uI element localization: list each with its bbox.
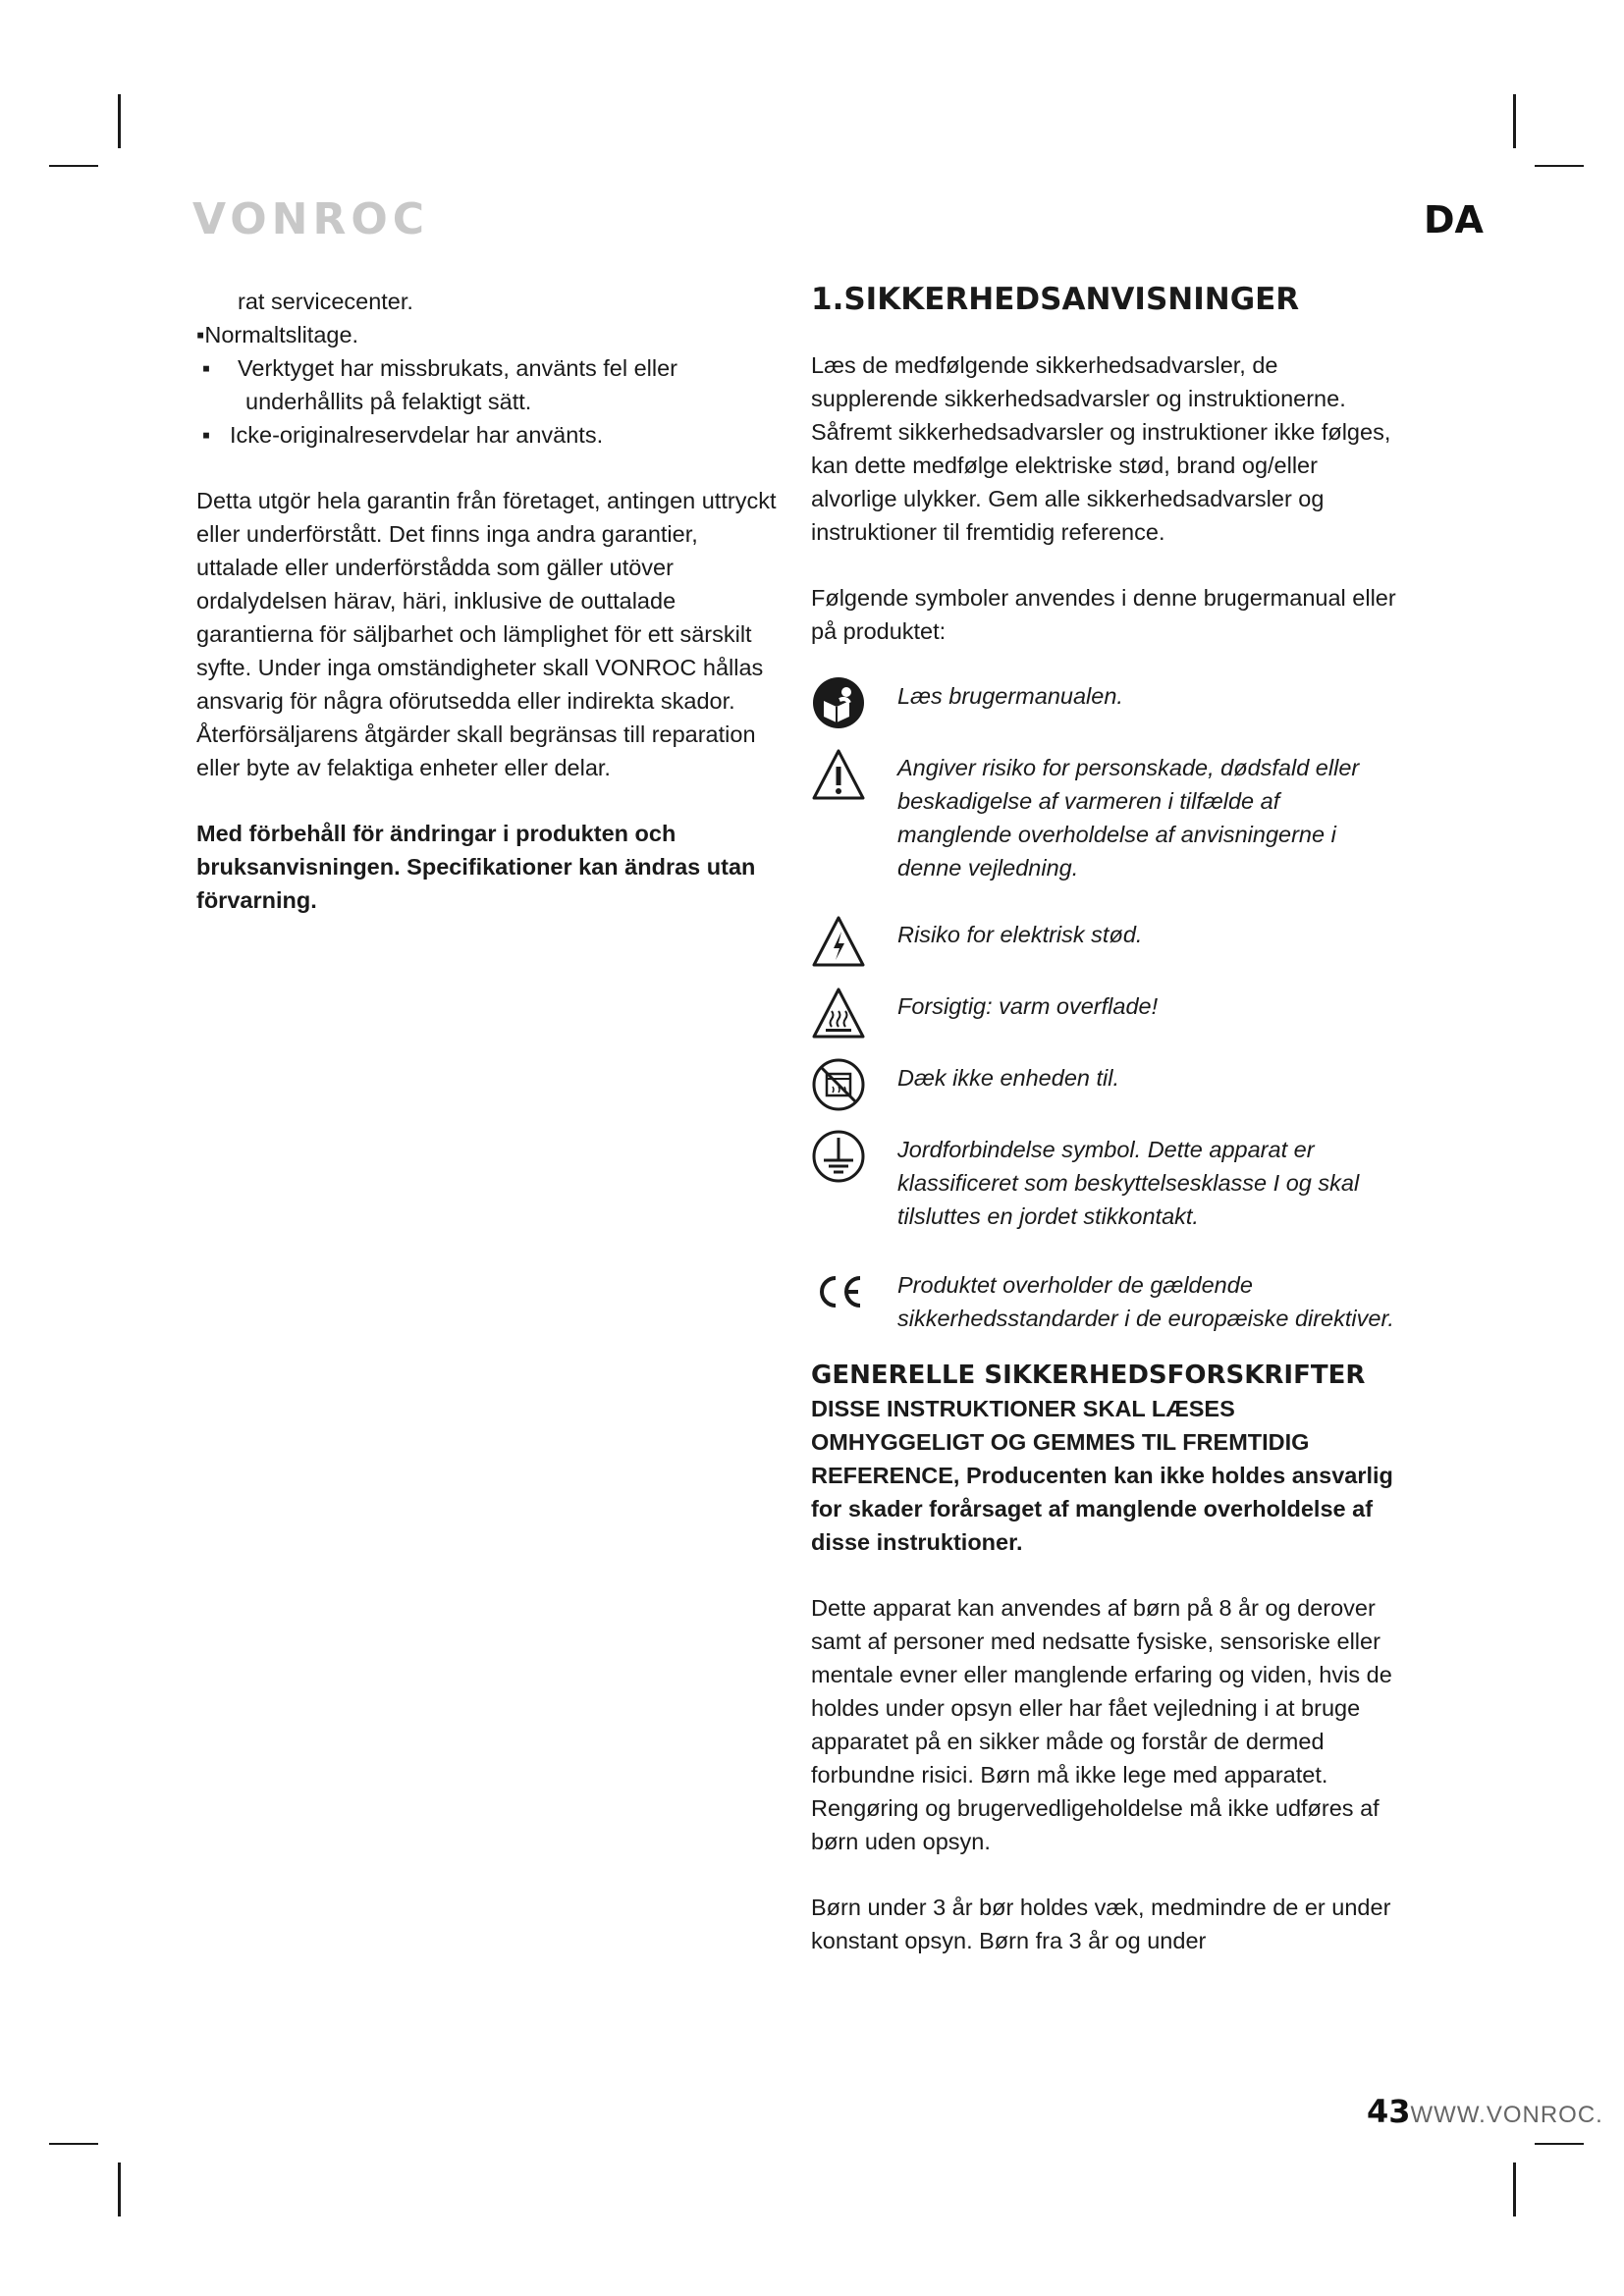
section-title: 1.SIKKERHEDSANVISNINGER xyxy=(811,282,1300,317)
general-safety-notice: DISSE INSTRUKTIONER SKAL LÆSES OMHYGGELIGT OG GEMMES TIL FREMTIDIG REFERENCE, Producenten kan ikke holdes ansvarlig for skader forårsaget af manglende overholdelse af disse instruktioner. xyxy=(811,1396,1393,1555)
do-not-cover-icon xyxy=(811,1057,866,1112)
bullet-marker: ▪ xyxy=(201,422,211,448)
list-item: ▪ Verktyget har missbrukats, använts fel eller underhållits på felaktigt sätt. xyxy=(196,351,785,418)
page-number: 43 xyxy=(1367,2093,1411,2130)
general-safety-title: GENERELLE SIKKERHEDSFORSKRIFTER xyxy=(811,1361,1366,1390)
language-code: DA xyxy=(1424,198,1484,241)
symbol-text: Risiko for elektrisk stød. xyxy=(897,922,1143,947)
bullet-marker: ▪ xyxy=(201,355,211,381)
right-column xyxy=(811,280,1400,1957)
crop-mark xyxy=(1535,165,1584,167)
symbol-text: Læs brugermanualen. xyxy=(897,683,1123,709)
under3-paragraph: Børn under 3 år bør holdes væk, medmindre de er under konstant opsyn. Børn fra 3 år og under xyxy=(811,1895,1391,1953)
symbol-row xyxy=(811,918,1400,969)
earth-ground-icon xyxy=(811,1129,866,1184)
intro-paragraph: Læs de medfølgende sikkerhedsadvarsler, de supplerende sikkerhedsadvarsler og instruktionerne. Såfremt sikkerhedsadvarsler og instruktioner ikke følges, kan dette medfølge elektriske stød, brand og/eller alvorlige ulykker. Gem alle sikkerhedsadvarsler og instruktioner til fremtidig reference. xyxy=(811,352,1391,545)
crop-mark xyxy=(1513,94,1516,148)
crop-mark xyxy=(49,165,98,167)
website-link: WWW.VONROC. xyxy=(1410,2102,1603,2128)
symbol-text: Forsigtig: varm overflade! xyxy=(897,993,1159,1019)
list-item: ▪ Icke-originalreservdelar har använts. xyxy=(196,418,785,452)
symbol-row xyxy=(811,751,1400,884)
brand-logo: VONROC xyxy=(192,194,430,244)
crop-mark xyxy=(49,2143,98,2145)
warranty-paragraph: Detta utgör hela garantin från företaget, antingen uttryckt eller underförstått. Det finns inga andra garantier, uttalade eller underförstådda som gäller utöver ordalydelsen härav, häri, inklusive de outtalade garantierna för säljbarhet och lämplighet för ett särskilt syfte. Under inga omständigheter skall VONROC hållas ansvarig för några oförutsedda eller indirekta skador. Återförsäljarens åtgärder skall begränsas till reparation eller byte av felaktiga enheter eller delar. xyxy=(196,488,777,780)
children-paragraph: Dette apparat kan anvendes af børn på 8 år og derover samt af personer med nedsatte fysiske, sensoriske eller mentale evner eller manglende erfaring og viden, hvis de holdes under opsyn eller har fået vejledning i at bruge apparatet på en sikker måde og forstår de dermed forbundne risici. Børn må ikke lege med apparatet. Rengøring og brugervedligeholdelse må ikke udføres af børn uden opsyn. xyxy=(811,1595,1392,1854)
symbol-row xyxy=(811,1061,1400,1112)
hot-surface-icon xyxy=(811,986,866,1041)
crop-mark xyxy=(1535,2143,1584,2145)
page-footer xyxy=(1367,2093,1603,2130)
ce-mark-icon xyxy=(811,1264,866,1319)
warning-icon xyxy=(811,747,866,802)
crop-mark xyxy=(118,2163,121,2216)
electric-shock-icon xyxy=(811,914,866,969)
symbol-text: Angiver risiko for personskade, dødsfald eller beskadigelse af varmeren i tilfælde af manglende overholdelse af anvisningerne i denne vejledning. xyxy=(897,755,1360,881)
symbols-intro: Følgende symboler anvendes i denne brugermanual eller på produktet: xyxy=(811,585,1396,644)
list-item: ▪Normaltslitage. xyxy=(196,322,359,347)
symbol-row xyxy=(811,1268,1400,1335)
symbol-row xyxy=(811,679,1400,730)
symbol-row xyxy=(811,1133,1400,1233)
crop-mark xyxy=(118,94,121,148)
continued-line: rat servicecenter. xyxy=(238,289,413,314)
left-column xyxy=(196,285,785,917)
read-manual-icon xyxy=(811,675,866,730)
symbol-text: Jordforbindelse symbol. Dette apparat er klassificeret som beskyttelsesklasse I og skal tilsluttes en jordet stikkontakt. xyxy=(897,1137,1360,1229)
bullet-marker: ▪ xyxy=(196,322,205,347)
change-notice: Med förbehåll för ändringar i produkten och bruksanvisningen. Specifikationer kan ändras utan förvarning. xyxy=(196,821,756,913)
symbol-text: Dæk ikke enheden til. xyxy=(897,1065,1119,1091)
symbol-text: Produktet overholder de gældende sikkerhedsstandarder i de europæiske direktiver. xyxy=(897,1272,1394,1331)
crop-mark xyxy=(1513,2163,1516,2216)
symbol-row xyxy=(811,989,1400,1041)
